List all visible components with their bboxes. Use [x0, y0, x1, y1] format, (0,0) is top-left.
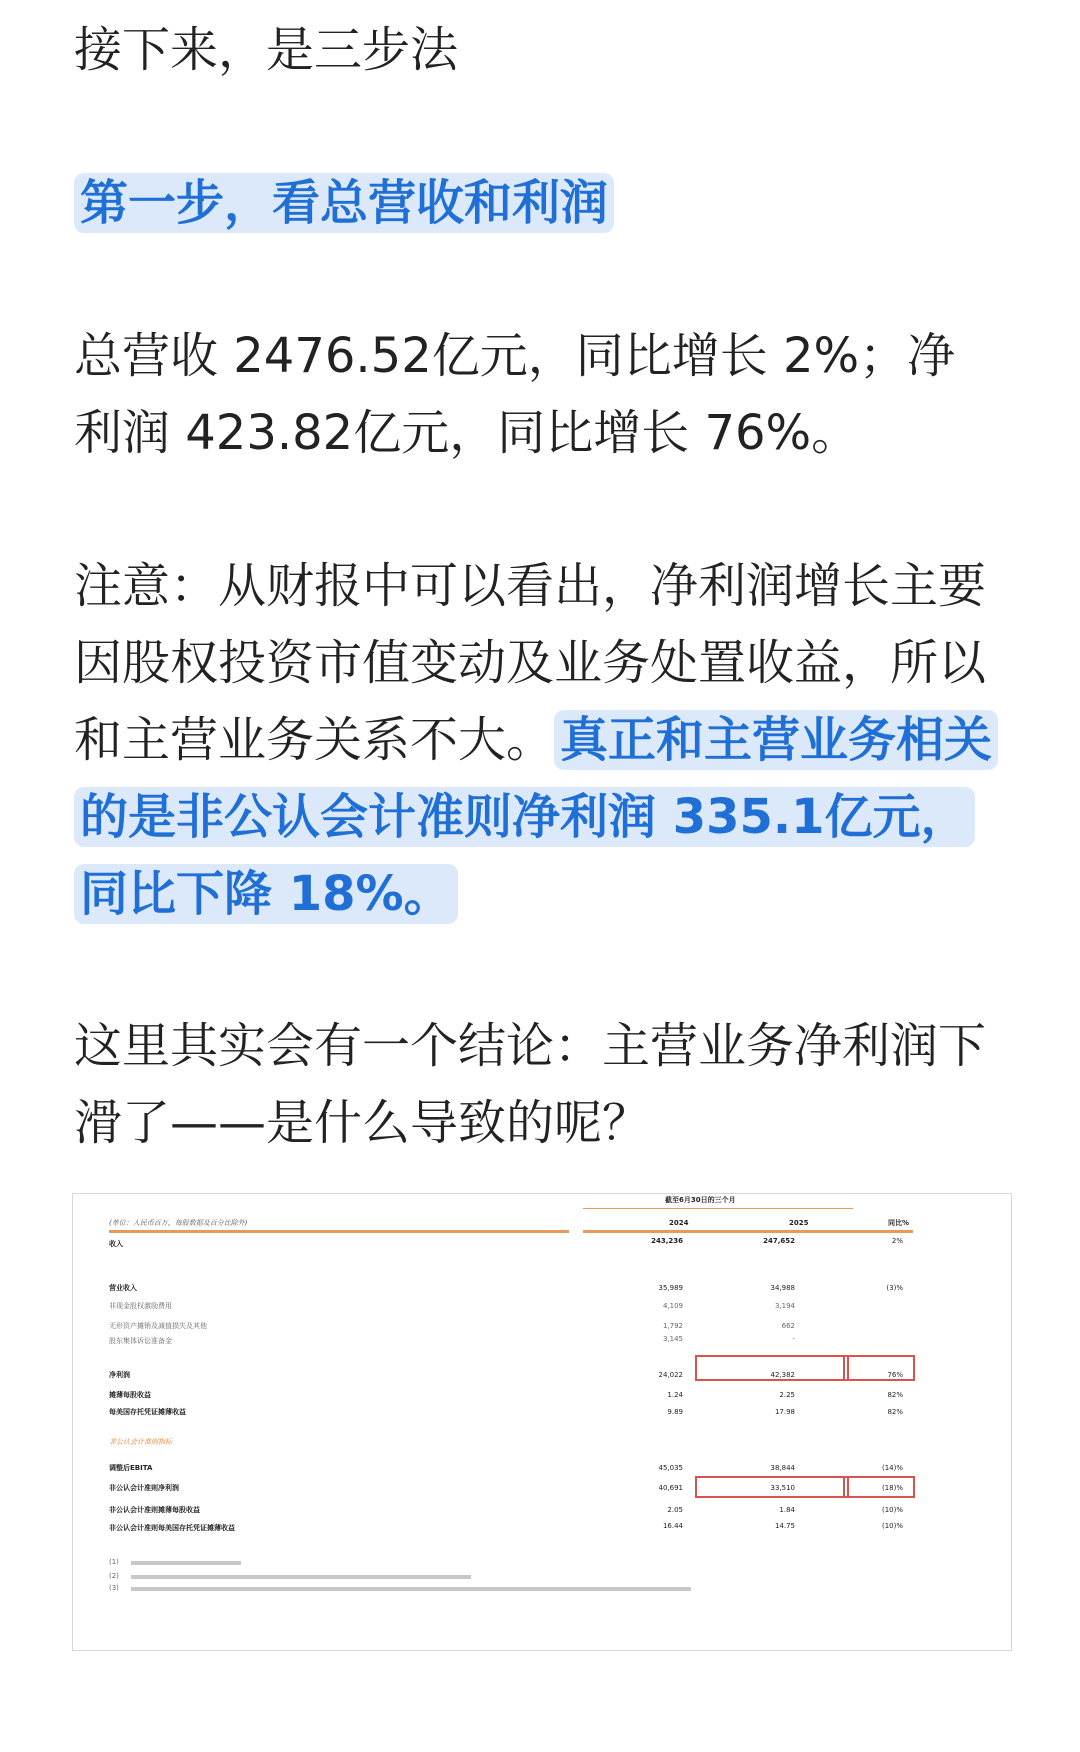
row-label: 调整后EBITA [109, 1464, 153, 1472]
row-label: 非公认会计准则每美国存托凭证摊薄收益 [109, 1524, 235, 1532]
financial-table-screenshot [72, 1193, 1012, 1651]
row-yoy: (18)% [881, 1484, 903, 1492]
row-label: 非现金股权激励费用 [109, 1302, 172, 1310]
unit-note: (单位：人民币百万，每股数据及百分比除外) [109, 1219, 248, 1227]
row-2024: 2.05 [667, 1506, 683, 1514]
non-gaap-profit-callout-box [695, 1476, 849, 1498]
revenue-paragraph: 总营收 2476.52亿元，同比增长 2%；净利润 423.82亿元，同比增长 76%。 [74, 328, 956, 461]
row-2024: 243,236 [651, 1237, 683, 1245]
note-paragraph [74, 548, 1009, 933]
row-2025: 42,382 [770, 1371, 795, 1379]
col-2024: 2024 [669, 1219, 689, 1227]
row-2025: - [792, 1335, 795, 1343]
row-2025: 247,652 [763, 1237, 795, 1245]
footnote-text-placeholder [131, 1575, 471, 1579]
row-2024: 45,035 [658, 1464, 683, 1472]
row-2025: 38,844 [770, 1464, 795, 1472]
row-2024: 40,691 [658, 1484, 683, 1492]
row-2024: 16.44 [662, 1522, 683, 1530]
header-rule-left [109, 1230, 569, 1233]
row-label: 净利润 [109, 1371, 130, 1379]
row-label: 非公认会计准则摊薄每股收益 [109, 1506, 200, 1514]
footnote-marker: (2) [109, 1572, 119, 1580]
row-2024: 1.24 [667, 1391, 683, 1399]
row-label: 每美国存托凭证摊薄收益 [109, 1408, 186, 1416]
row-2025: 3,194 [774, 1302, 795, 1310]
note-plain-text: 注意：从财报中可以看出，净利润增长主要因股权投资市值变动及业务处置收益，所以和主营业务关系不大。 [74, 558, 987, 768]
row-yoy: (10)% [881, 1506, 903, 1514]
row-2025: 33,510 [770, 1484, 795, 1492]
row-2024: 35,989 [658, 1284, 683, 1292]
row-2025: 662 [781, 1322, 795, 1330]
col-2025: 2025 [789, 1219, 809, 1227]
row-label: 营业收入 [109, 1284, 137, 1292]
row-yoy: 82% [887, 1408, 903, 1416]
note-highlight-text: 真正和主营业务相关的是非公认会计准则净利润 335.1亿元，同比下降 18%。 [74, 710, 998, 924]
row-label: 股东集体诉讼准备金 [109, 1337, 172, 1345]
row-2024: 9.89 [667, 1408, 683, 1416]
footnote-marker: (1) [109, 1558, 119, 1566]
period-header: 截至6月30日的三个月 [665, 1196, 736, 1204]
conclusion-paragraph: 这里其实会有一个结论：主营业务净利润下滑了——是什么导致的呢？ [74, 1018, 987, 1151]
row-2024: 24,022 [658, 1371, 683, 1379]
footnote-text-placeholder [131, 1587, 691, 1591]
row-yoy: 76% [887, 1371, 903, 1379]
period-underline [583, 1208, 853, 1209]
net-profit-yoy-callout-box [843, 1355, 915, 1381]
row-label: 收入 [109, 1240, 123, 1248]
row-label: 非公认会计准则净利润 [109, 1484, 179, 1492]
intro-text: 接下来，是三步法 [74, 22, 459, 78]
footnote-text-placeholder [131, 1561, 241, 1565]
net-profit-callout-box [695, 1355, 849, 1381]
non-gaap-yoy-callout-box [843, 1476, 915, 1498]
row-2024: 3,145 [662, 1335, 683, 1343]
row-2024: 4,109 [662, 1302, 683, 1310]
row-2024: 1,792 [662, 1322, 683, 1330]
row-yoy: (14)% [881, 1464, 903, 1472]
row-yoy: (3)% [886, 1284, 903, 1292]
non-gaap-section-label: 非公认会计准则指标 [109, 1438, 172, 1446]
row-label: 无形资产摊销及减值损失及其他 [109, 1322, 207, 1330]
row-2025: 17.98 [774, 1408, 795, 1416]
row-yoy: 82% [887, 1391, 903, 1399]
footnote-marker: (3) [109, 1584, 119, 1592]
row-2025: 2.25 [779, 1391, 795, 1399]
row-2025: 34,988 [770, 1284, 795, 1292]
row-2025: 14.75 [774, 1522, 795, 1530]
header-rule-right [583, 1230, 913, 1233]
col-yoy: 同比% [888, 1219, 910, 1227]
row-label: 摊薄每股收益 [109, 1391, 151, 1399]
row-2025: 1.84 [779, 1506, 795, 1514]
row-yoy: 2% [891, 1237, 903, 1245]
row-yoy: (10)% [881, 1522, 903, 1530]
step1-heading [74, 165, 1024, 242]
step1-highlight: 第一步，看总营收和利润 [74, 173, 614, 233]
